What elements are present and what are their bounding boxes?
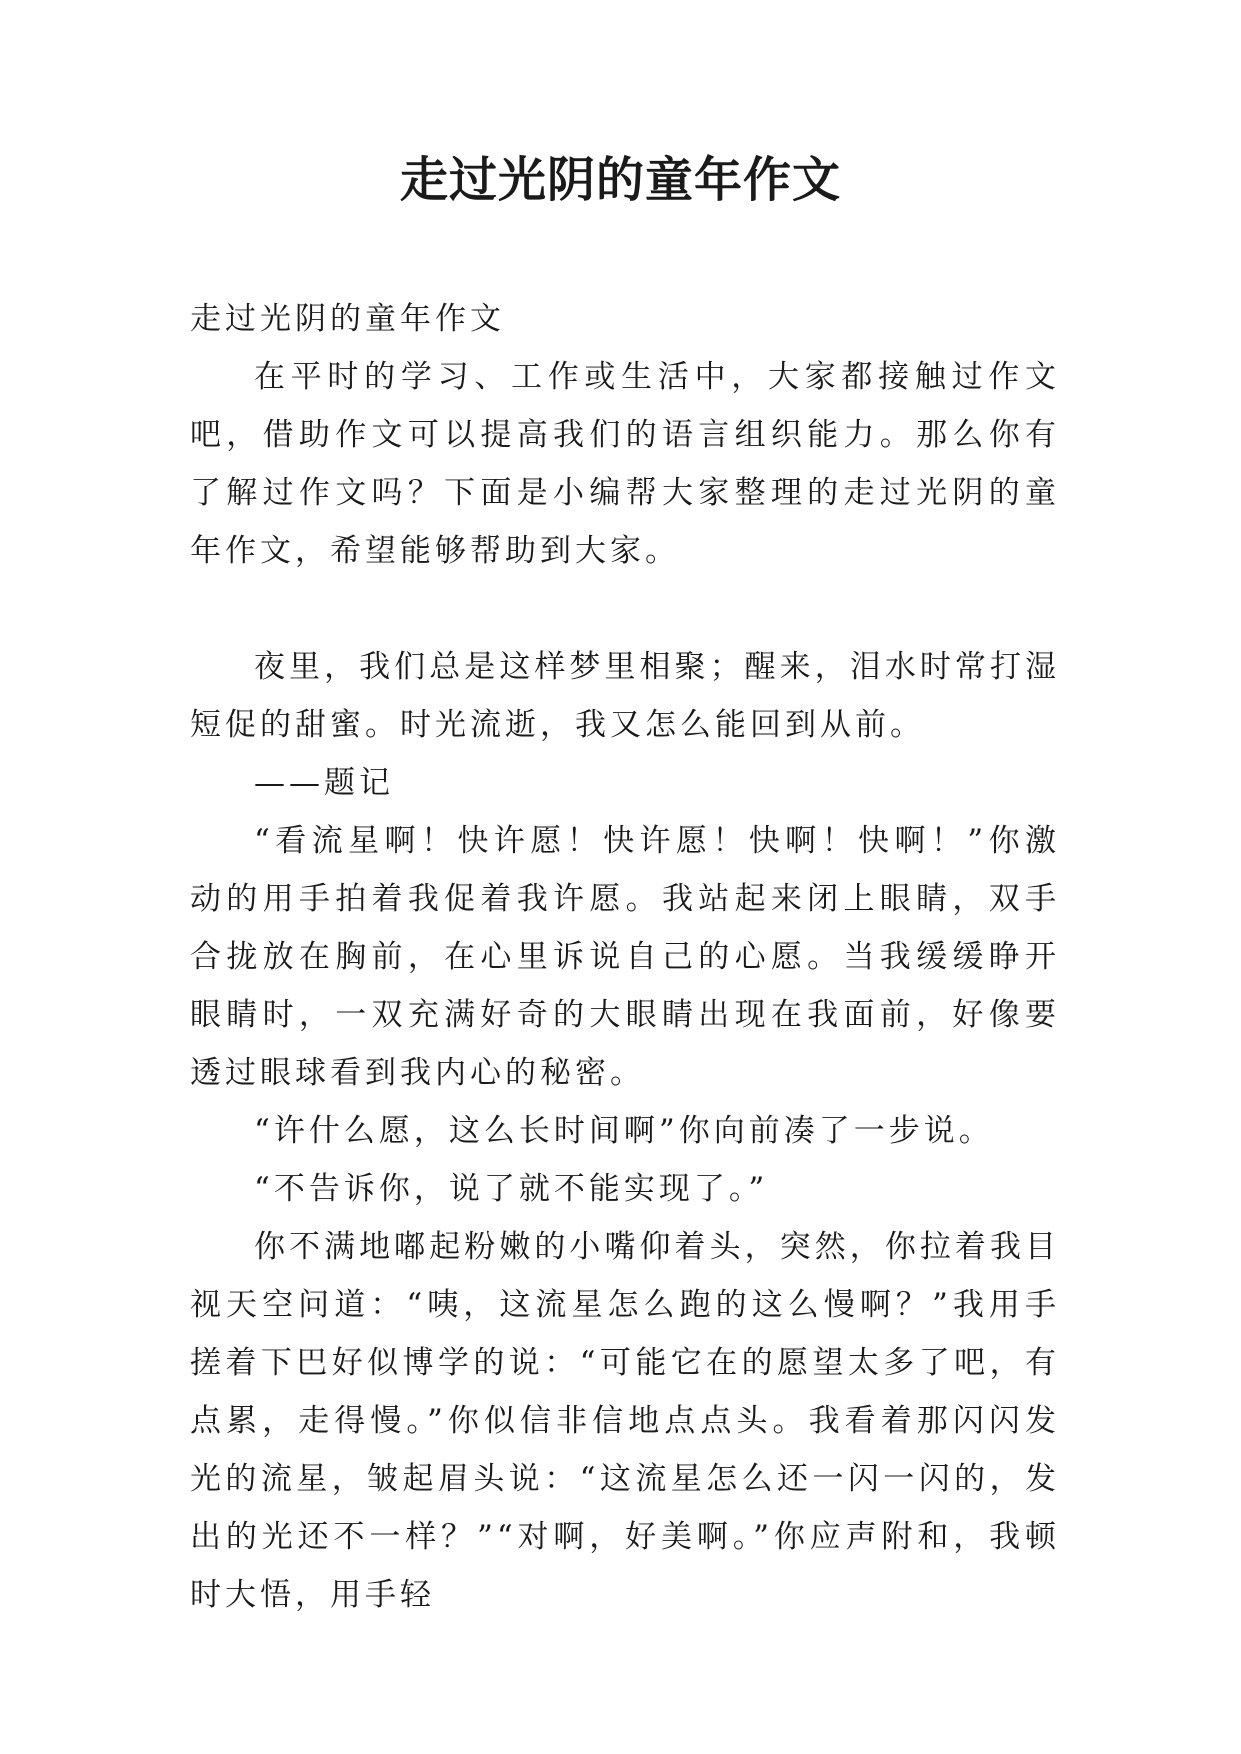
story-paragraph: “不告诉你，说了就不能实现了。” [254,1171,769,1207]
paragraph-gap [190,580,1060,638]
epigraph-paragraph: 夜里，我们总是这样梦里相聚；醒来，泪水时常打湿短促的甜蜜。时光流逝，我又怎么能回到从前。 [190,649,1060,743]
story-paragraph: “看流星啊！快许愿！快许愿！快啊！快啊！”你激动的用手拍着我促着我许愿。我站起来闭上眼睛，双手合拢放在胸前，在心里诉说自己的心愿。当我缓缓睁开眼睛时，一双充满好奇的大眼睛出现在我面前，好像要透过眼球看到我内心的秘密。 [190,823,1060,1091]
intro-paragraph: 在平时的学习、工作或生活中，大家都接触过作文吧，借助作文可以提高我们的语言组织能力。那么你有了解过作文吗？下面是小编帮大家整理的走过光阴的童年作文，希望能够帮助到大家。 [190,359,1060,569]
epigraph-attribution: ——题记 [254,765,394,801]
story-paragraph: 你不满地嘟起粉嫩的小嘴仰着头，突然，你拉着我目视天空问道：“咦，这流星怎么跑的这么慢啊？”我用手搓着下巴好似博学的说：“可能它在的愿望太多了吧，有点累，走得慢。”你似信非信地点点头。我看着那闪闪发光的流星，皱起眉头说：“这流星怎么还一闪一闪的，发出的光还不一样？”“对啊，好美啊。”你应声附和，我顿时大悟，用手轻 [190,1229,1060,1613]
body-heading: 走过光阴的童年作文 [190,301,505,337]
story-paragraph: “许什么愿，这么长时间啊”你向前凑了一步说。 [254,1113,994,1149]
document-body [190,290,1060,1624]
document-title: 走过光阴的童年作文 [399,152,841,208]
